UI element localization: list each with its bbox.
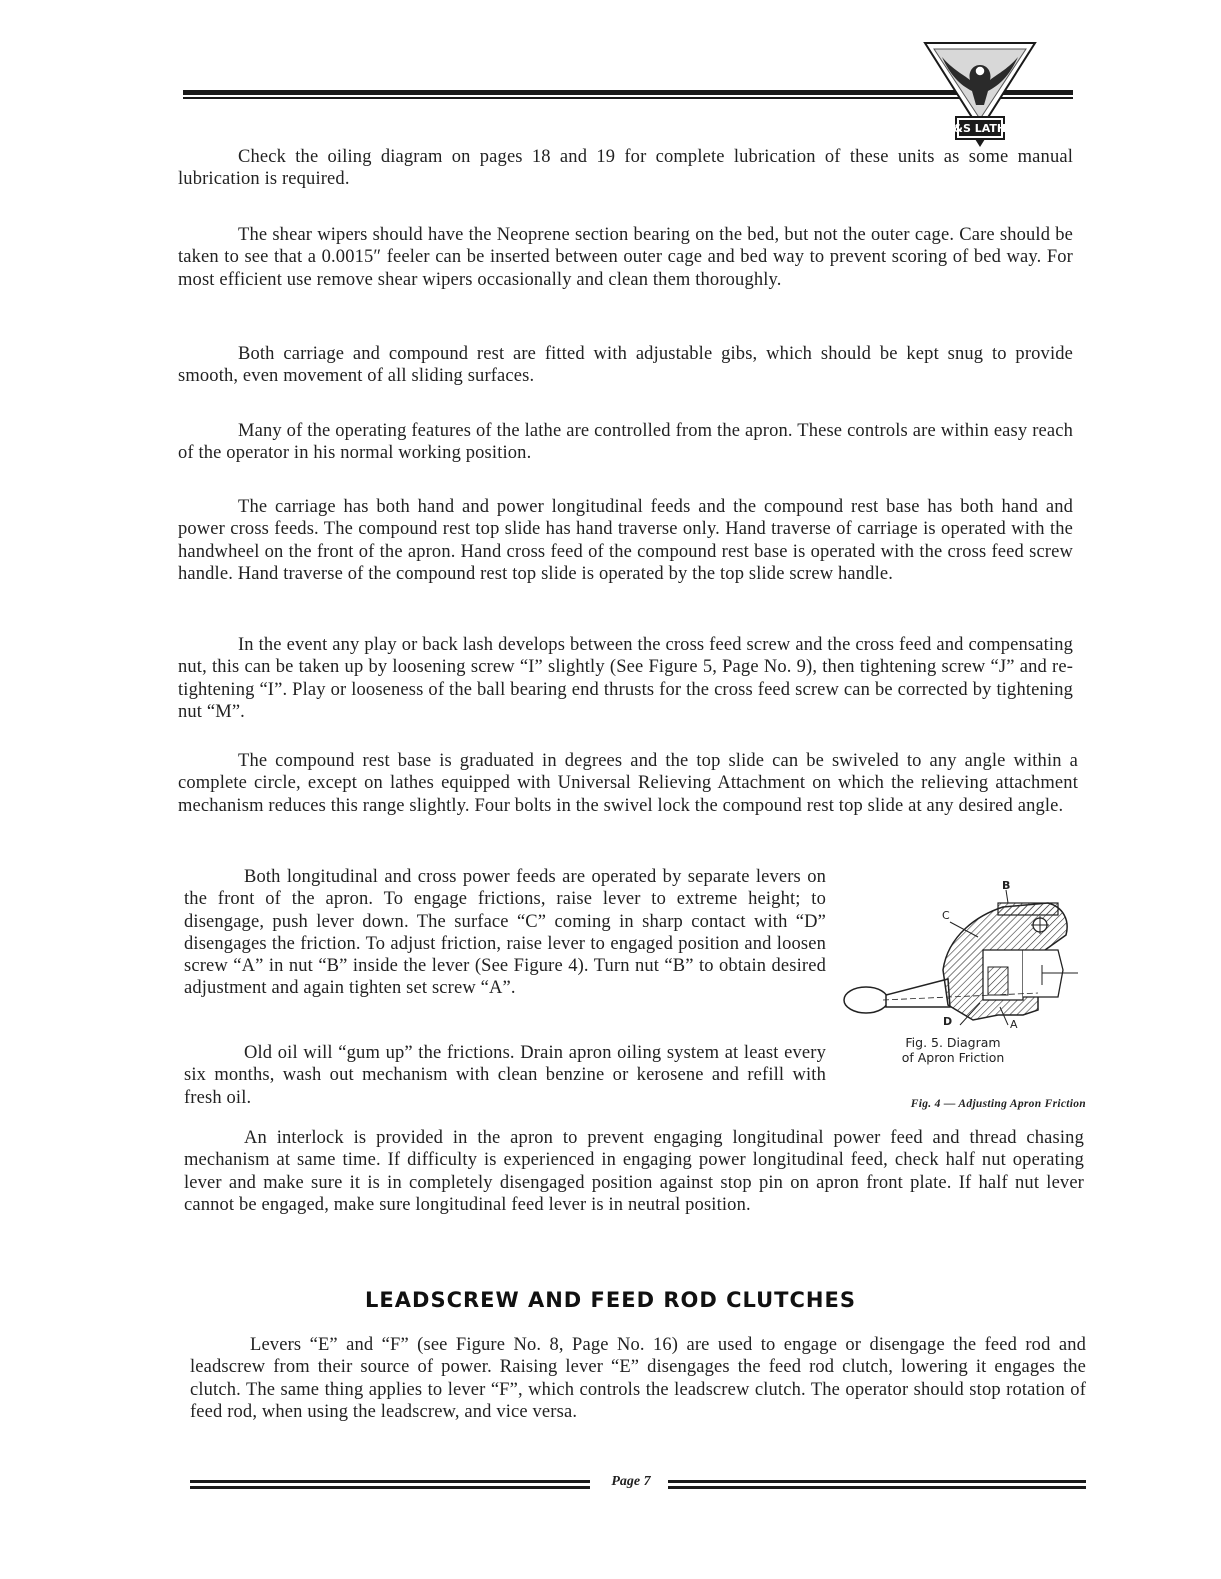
svg-text:A: A bbox=[1010, 1018, 1018, 1031]
svg-text:B: B bbox=[1002, 879, 1011, 892]
paragraph-apron-controls bbox=[178, 420, 1073, 465]
footer-rule-right-lower bbox=[668, 1486, 1086, 1489]
page-number: Page 7 bbox=[611, 1474, 651, 1489]
paragraph-text: In the event any play or back lash develops between the cross feed screw and the cross feed and compensating nut, this can be taken up by loosening screw “I” slightly (See Figure 5, Page No. 9), then tightening screw “J” and re-tightening “I”. Play or looseness of the ball bearing end thrusts for the cross feed screw can be corrected by tightening nut “M”. bbox=[178, 635, 1073, 722]
apron-friction-diagram bbox=[838, 875, 1083, 1120]
footer-rule-left-lower bbox=[190, 1486, 590, 1489]
paragraph-text: The shear wipers should have the Neoprene section bearing on the bed, but not the outer cage. Care should be taken to see that a 0.0015″ feeler can be inserted between outer cage and bed way to prevent scoring of bed way. For most efficient use remove shear wipers occasionally and clean them thoroughly. bbox=[178, 225, 1073, 290]
paragraph-text: Both carriage and compound rest are fitted with adjustable gibs, which should be kept snug to provide smooth, even movement of all sliding surfaces. bbox=[178, 344, 1073, 387]
paragraph-oiling-diagram bbox=[178, 146, 1073, 191]
paragraph-clutches bbox=[190, 1334, 1086, 1423]
paragraph-text: Both longitudinal and cross power feeds are operated by separate levers on the front of the apron. To engage frictions, raise lever to extreme height; to disengage, push lever down. The surface “C” coming in sharp contact with “D” disengages the friction. To adjust friction, raise lever to engaged position and loosen screw “A” in nut “B” inside the lever (See Figure 4). Turn nut “B” to obtain desired adjustment and again tighten set screw “A”. bbox=[184, 867, 826, 999]
paragraph-gibs bbox=[178, 343, 1073, 388]
paragraph-text: The compound rest base is graduated in degrees and the top slide can be swiveled to any angle within a complete circle, except on lathes equipped with Universal Relieving Attachment on which the relieving attachment mechanism reduces this range slightly. Four bolts in the swivel lock the compound rest top slide at any desired angle. bbox=[178, 751, 1078, 816]
paragraph-text: The carriage has both hand and power longitudinal feeds and the compound rest base has both hand and power cross feeds. The compound rest top slide has hand traverse only. Hand traverse of carriage is operated with the handwheel on the front of the apron. Hand cross feed of the compound rest base is operated with the cross feed screw handle. Hand traverse of the compound rest top slide is operated by the top slide screw handle. bbox=[178, 497, 1073, 584]
paragraph-text: An interlock is provided in the apron to prevent engaging longitudinal power feed and thread chasing mechanism at same time. If difficulty is experienced in engaging power longitudinal feed, check half nut operating lever and make sure it is in completely disengaged position against stop pin on apron front plate. If half nut lever cannot be engaged, make sure longitudinal feed lever is in neutral position. bbox=[184, 1128, 1084, 1215]
caption-line: Fig. 5. Diagram bbox=[905, 1035, 1001, 1050]
footer-rule-left bbox=[190, 1480, 590, 1483]
svg-text:C: C bbox=[942, 909, 950, 922]
svg-text:D: D bbox=[943, 1015, 953, 1028]
paragraph-feeds bbox=[178, 496, 1073, 585]
paragraph-text: Many of the operating features of the lathe are controlled from the apron. These controls are within easy reach of the operator in his normal working position. bbox=[178, 421, 1073, 464]
paragraph-power-feeds bbox=[184, 866, 826, 1000]
ls-lathe-logo bbox=[920, 35, 1040, 153]
paragraph-back-lash bbox=[178, 634, 1073, 723]
paragraph-interlock bbox=[184, 1127, 1084, 1216]
paragraph-text: Check the oiling diagram on pages 18 and 19 for complete lubrication of these units as some manual lubrication is required. bbox=[178, 147, 1073, 190]
figure-5-caption bbox=[858, 1035, 1048, 1065]
paragraph-old-oil bbox=[184, 1042, 826, 1109]
paragraph-compound-rest bbox=[178, 750, 1078, 817]
paragraph-text: Levers “E” and “F” (see Figure No. 8, Page No. 16) are used to engage or disengage the feed rod and leadscrew from their source of power. Raising lever “E” disengages the feed rod clutch, lowering it engages the clutch. The same thing applies to lever “F”, which controls the leadscrew clutch. The operator should stop rotation of feed rod, when using the leadscrew, and vice versa. bbox=[190, 1335, 1086, 1422]
svg-text:L&S LATHE: L&S LATHE bbox=[946, 122, 1014, 135]
paragraph-text: Old oil will “gum up” the frictions. Drain apron oiling system at least every six months, wash out mechanism with clean benzine or kerosene and refill with fresh oil. bbox=[184, 1043, 826, 1108]
caption-line: of Apron Friction bbox=[901, 1050, 1005, 1065]
section-heading: LEADSCREW AND FEED ROD CLUTCHES bbox=[365, 1288, 856, 1312]
footer-rule-right bbox=[668, 1480, 1086, 1483]
paragraph-shear-wipers bbox=[178, 224, 1073, 291]
figure-4-caption: Fig. 4 — Adjusting Apron Friction bbox=[910, 1098, 1086, 1110]
